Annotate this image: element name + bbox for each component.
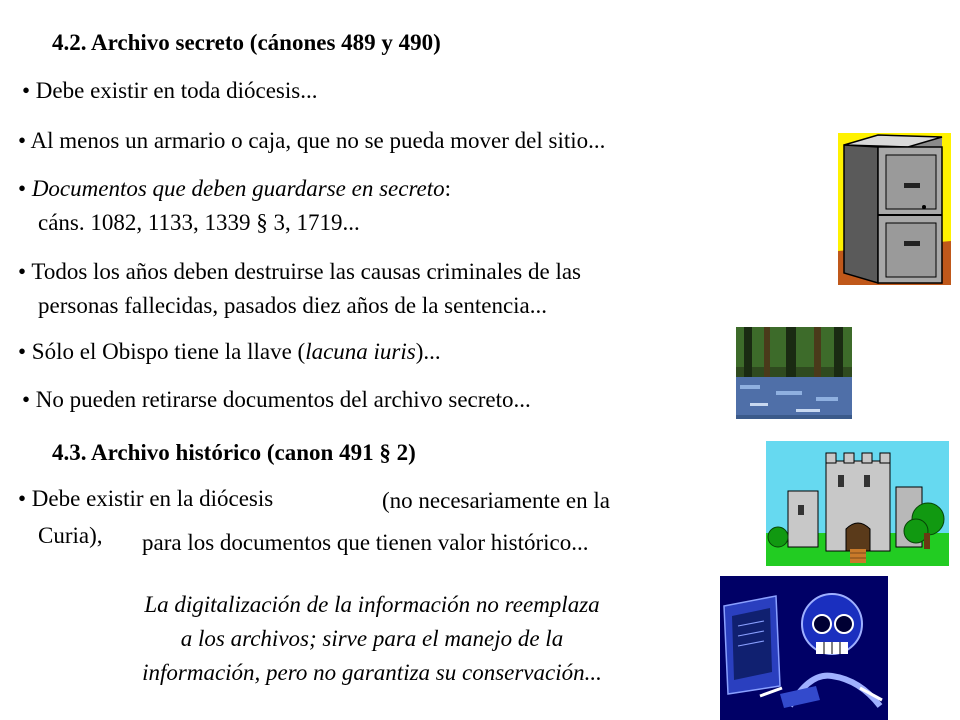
closing-note-line-2: a los archivos; sirve para el manejo de la <box>180 626 564 651</box>
bullet-historic-1-part-c: Curia), <box>38 523 103 548</box>
bullet-historic-1-part-a: • Debe existir en la diócesis <box>18 486 274 511</box>
closing-note-line-3: información, pero no garantiza su conservación... <box>142 660 602 685</box>
bullet-historic-1-part-b: (no necesariamente en la <box>382 488 610 513</box>
castle-image <box>766 441 949 566</box>
bullet-secret-6: • No pueden retirarse documentos del archivo secreto... <box>22 387 531 412</box>
computer-skeleton-image <box>720 576 888 720</box>
bullet-secret-3-italic: Documentos que deben guardarse en secreto <box>31 176 445 201</box>
filing-cabinet-image <box>838 133 951 285</box>
bullet-secret-1: • Debe existir en toda diócesis... <box>22 78 318 103</box>
bullet-secret-5-post: )... <box>415 339 441 364</box>
closing-note <box>42 588 702 690</box>
bullet-secret-5 <box>18 340 441 363</box>
bullet-marker: • <box>18 176 32 201</box>
section-heading-secret-archive: 4.2. Archivo secreto (cánones 489 y 490) <box>52 30 441 55</box>
bullet-secret-3 <box>18 177 451 200</box>
bullet-secret-3-canons: cáns. 1082, 1133, 1339 § 3, 1719... <box>38 210 360 235</box>
bullet-secret-4-line1: • Todos los años deben destruirse las causas criminales de las <box>18 259 581 284</box>
bullet-secret-2: • Al menos un armario o caja, que no se pueda mover del sitio... <box>18 128 606 153</box>
bullet-secret-5-pre: • Sólo el Obispo tiene la llave ( <box>18 339 306 364</box>
bullet-secret-4-line2: personas fallecidas, pasados diez años de la sentencia... <box>38 293 547 318</box>
bullet-historic-1-part-d: para los documentos que tienen valor histórico... <box>142 530 589 555</box>
bullet-secret-3-colon: : <box>444 176 452 201</box>
closing-note-line-1: La digitalización de la información no reemplaza <box>144 592 600 617</box>
section-heading-historic-archive: 4.3. Archivo histórico (canon 491 § 2) <box>52 440 416 465</box>
bullet-secret-5-italic: lacuna iuris <box>305 339 416 364</box>
swamp-forest-image <box>736 327 852 419</box>
